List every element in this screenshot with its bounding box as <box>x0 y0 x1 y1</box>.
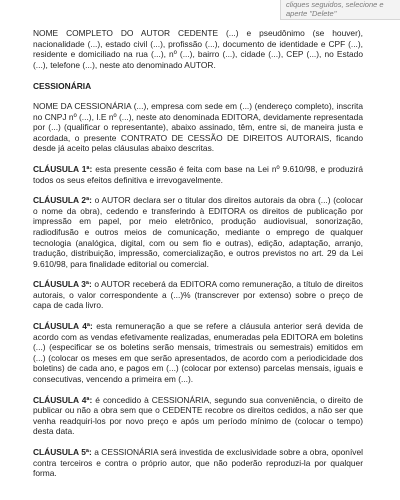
clause-4b-text: é concedido à CESSIONÁRIA, segundo sua conveniência, o direito de publicar ou não a obra sem que o CEDENTE recobre os direitos cedidos, a não ser que venha readquiri-los por novo preço e após um período mínimo de (colocar o tempo) desta data. <box>33 394 363 437</box>
instruction-hint-box <box>280 0 400 20</box>
clause-2 <box>33 195 363 269</box>
clause-4-text: esta remuneração a que se refere a cláusula anterior será devida de acordo com as vendas efetivamente realizadas, enumeradas pela EDITORA em boletins (...) (especificar se os boletins serão mensais, trimestrais ou semestrais) emitidos em (...) (colocar os meses em que serão apresentados, de acordo com a periodicidade dos boletins) de cada ano, e pagos em (...) (colocar por extenso) parcelas mensais, iguais e consecutivas, vencendo a primeira em (...). <box>33 321 363 385</box>
clause-3-text: o AUTOR receberá da EDITORA como remuneração, a título de direitos autorais, o valor correspondente a (...)% (transcrever por extenso) sobre o preço de capa de cada livro. <box>33 279 364 311</box>
section-title-cessionaria: CESSIONÁRIA <box>33 81 92 92</box>
clause-4 <box>33 321 363 385</box>
cessionaria-paragraph: NOME DA CESSIONÁRIA (...), empresa com sede em (...) (endereço completo), inscrita no CNPJ nº (...), I.E nº (...), neste ato denominada EDITORA, devidamente representada por (...) (qualificar o representante), abaixo assinado, têm, entre si, de maneira justa e acordada, o presente CONTRATO DE CESSÃO DE DIREITOS AUTORAIS, ficando desde já aceito pelas cláusulas abaixo descritas. <box>33 100 363 154</box>
contract-document <box>33 28 363 479</box>
clause-5 <box>33 447 363 479</box>
clause-2-label: CLÁUSULA 2ª: <box>33 195 92 206</box>
clause-1-text: esta presente cessão é feita com base na Lei nº 9.610/98, e produzirá todos os seus efeitos definitiva e irrevogavelmente. <box>33 163 363 185</box>
clause-4b-label: CLÁUSULA 4ª: <box>33 394 93 405</box>
clause-1 <box>33 164 363 185</box>
author-paragraph: NOME COMPLETO DO AUTOR CEDENTE (...) e pseudônimo (se houver), nacionalidade (...), estado civil (...), profissão (...), documento de identidade e CPF (...), residente e domiciliado na rua (...), nº (...), bairro (...), cidade (...), CEP (...), no Estado (...), telefone (...), neste ato denominado AUTOR. <box>33 28 363 70</box>
clause-2-text: o AUTOR declara ser o titular dos direitos autorais da obra (...) (colocar o nome da obra), cedendo e transferindo à EDITORA os direitos de publicação por impressão em papel, por meio eletrônico, produção audiovisual, sonorização, radiodifusão e outros meios de comunicação, mediante o emprego de qualquer tecnologia (analógica, digital, com ou sem fio e outras), edição, adaptação, arranjo, tradução, distribuição, impressão, comercialização, e outros previstos no art. 29 da Lei 9.610/98, para finalidade editorial ou comercial. <box>33 195 363 269</box>
clause-3 <box>33 279 363 311</box>
clause-5-text: a CESSIONÁRIA será investida de exclusividade sobre a obra, oponível contra terceiros e contra o próprio autor, que não poderão reproduzi-la por qualquer forma. <box>33 447 363 479</box>
clause-1-label: CLÁUSULA 1ª: <box>33 163 93 174</box>
clause-3-label: CLÁUSULA 3ª: <box>33 279 92 290</box>
hint-line-2: aperte "Delete" <box>286 9 337 18</box>
hint-line-1: cliques seguidos, selecione e <box>286 0 384 9</box>
clause-4-label: CLÁUSULA 4ª: <box>33 321 93 332</box>
clause-4b <box>33 395 363 437</box>
clause-5-label: CLÁUSULA 5ª: <box>33 447 92 457</box>
